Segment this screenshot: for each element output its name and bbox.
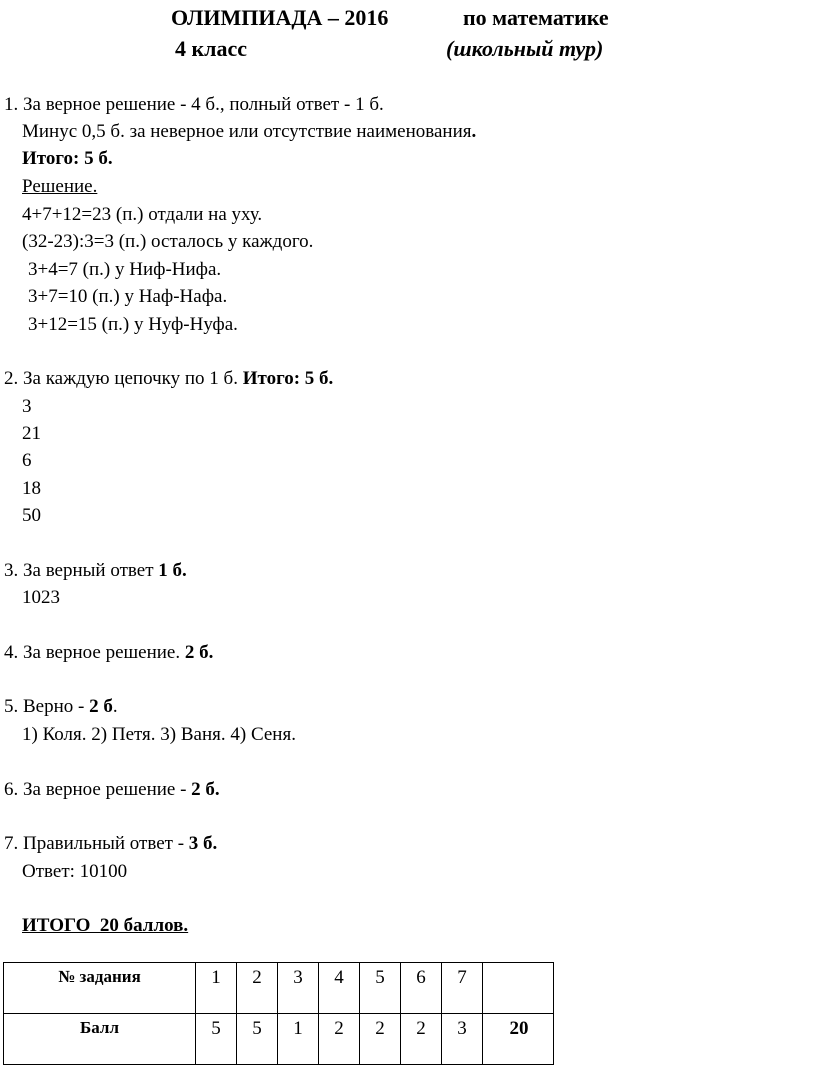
table-cell: 2 [360,1014,401,1065]
task1-line1: 1. За верное решение - 4 б., полный ответ - 1 б. [4,94,384,115]
task1-step3: 3+4=7 (п.) у Ниф-Нифа. [28,259,222,280]
table-cell: 3 [442,1014,483,1065]
table-cell: 7 [442,963,483,1014]
table-header-score: Балл [4,1014,196,1065]
task2-answer: 18 [22,478,41,499]
task2-answer: 50 [22,505,41,526]
table-cell-empty [483,963,554,1014]
task5-line1: 5. Верно - 2 б. [4,696,118,717]
table-cell: 6 [401,963,442,1014]
table-cell: 1 [278,1014,319,1065]
task1-line2: Минус 0,5 б. за неверное или отсутствие наименования. [22,121,477,142]
task3-answer: 1023 [22,587,60,608]
grade-label: 4 класс [175,36,248,61]
table-cell: 4 [319,963,360,1014]
task1-solution-heading: Решение. [22,176,98,197]
task5-answer: 1) Коля. 2) Петя. 3) Ваня. 4) Сеня. [22,724,296,745]
task7-answer: Ответ: 10100 [22,861,128,882]
task2-answer: 6 [22,450,32,471]
round-label: (школьный тур) [446,36,604,61]
table-header-task-number: № задания [4,963,196,1014]
task7-line1: 7. Правильный ответ - 3 б. [4,833,218,854]
task1-step2: (32-23):3=3 (п.) осталось у каждого. [22,231,314,252]
table-cell: 5 [360,963,401,1014]
task4-line1: 4. За верное решение. 2 б. [4,642,214,663]
subject-title: по математике [463,5,609,30]
table-cell: 2 [319,1014,360,1065]
task1-step5: 3+12=15 (п.) у Нуф-Нуфа. [28,314,238,335]
task2-answer: 21 [22,423,41,444]
task1-step4: 3+7=10 (п.) у Наф-Нафа. [28,286,228,307]
olympiad-title: ОЛИМПИАДА – 2016 [171,5,389,30]
table-cell: 2 [401,1014,442,1065]
table-cell: 3 [278,963,319,1014]
table-cell: 2 [237,963,278,1014]
score-table [3,962,554,1065]
table-cell: 5 [196,1014,237,1065]
table-cell: 1 [196,963,237,1014]
table-row-task-numbers [4,963,554,1014]
task1-total: Итого: 5 б. [22,148,113,169]
task6-line1: 6. За верное решение - 2 б. [4,779,220,800]
table-cell-total: 20 [483,1014,554,1065]
task2-answer: 3 [22,396,32,417]
task3-line1: 3. За верный ответ 1 б. [4,560,187,581]
total-points: ИТОГО 20 баллов. [22,915,189,936]
task2-line1: 2. За каждую цепочку по 1 б. Итого: 5 б. [4,368,334,389]
table-row-scores [4,1014,554,1065]
table-cell: 5 [237,1014,278,1065]
task1-step1: 4+7+12=23 (п.) отдали на уху. [22,204,263,225]
